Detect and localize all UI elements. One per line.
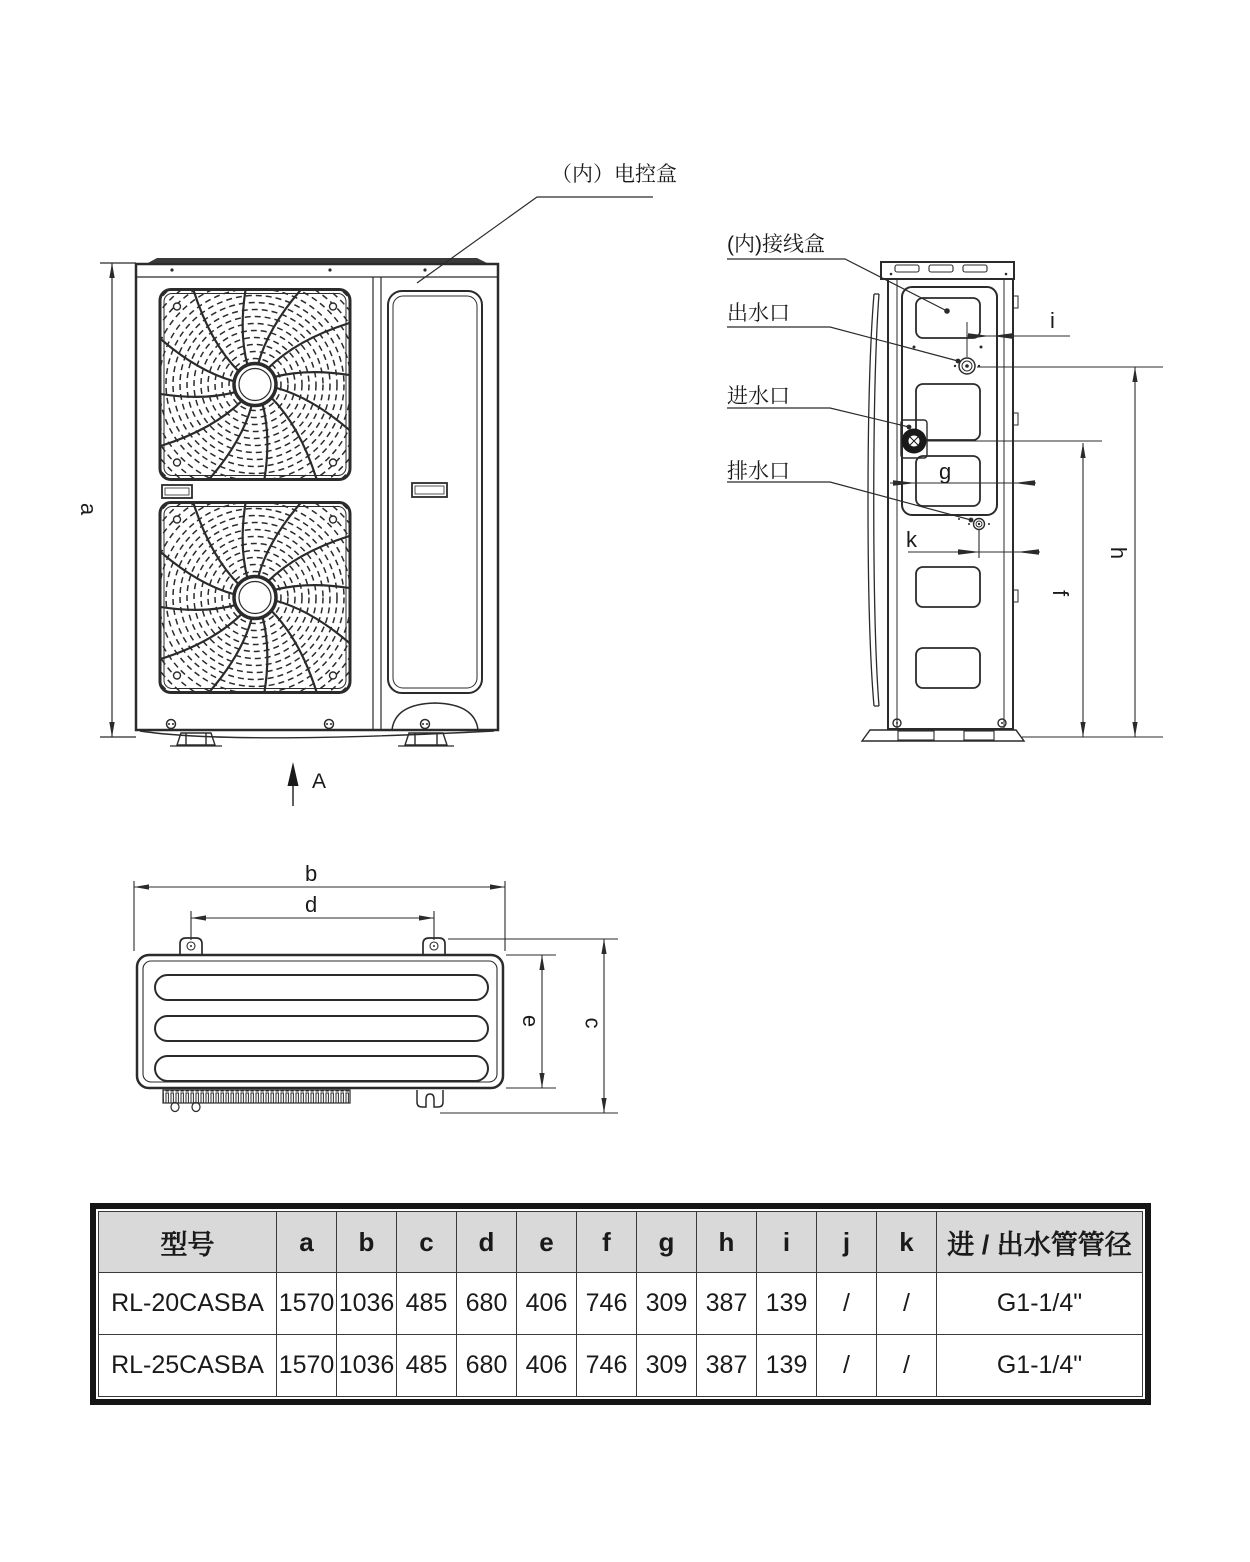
col-header-h: h xyxy=(697,1212,757,1273)
front-panel-divider xyxy=(373,277,381,730)
dim-label-i: i xyxy=(1050,308,1055,333)
callout-control-box: （内）电控盒 xyxy=(551,163,677,186)
view-label-a: A xyxy=(312,770,327,793)
dim-label-k: k xyxy=(906,527,917,552)
col-header-i: i xyxy=(757,1212,817,1273)
spec-table xyxy=(90,1203,1151,1405)
callout-water-outlet: 出水口 xyxy=(727,302,790,325)
table-row: RL-20CASBA 1570 1036 485 680 406 746 309 387 139 / / G1-1/4" xyxy=(99,1273,1143,1335)
side-base xyxy=(862,730,1024,741)
col-header-g: g xyxy=(637,1212,697,1273)
callout-junction-box: (内)接线盒 xyxy=(727,233,825,256)
model-cell: RL-20CASBA xyxy=(99,1273,277,1335)
front-panel-arch xyxy=(392,703,478,730)
col-header-d: d xyxy=(457,1212,517,1273)
side-lower-window-2 xyxy=(916,648,980,688)
dim-label-e: e xyxy=(518,1014,544,1028)
front-left-handle xyxy=(162,485,192,498)
callout-drain-outlet: 排水口 xyxy=(727,460,790,483)
topview-dimensions xyxy=(134,881,618,1113)
dim-label-c: c xyxy=(580,1017,606,1029)
front-right-handle xyxy=(412,483,447,497)
model-cell: RL-25CASBA xyxy=(99,1335,277,1397)
col-header-model: 型号 xyxy=(99,1212,277,1273)
topview-bracket-bottom xyxy=(417,1090,443,1107)
side-dimensions xyxy=(890,333,1163,737)
drain-port xyxy=(958,518,990,530)
col-header-pipe: 进 / 出水管管径 xyxy=(937,1212,1143,1273)
col-header-j: j xyxy=(817,1212,877,1273)
front-base-pan xyxy=(140,731,494,738)
table-header-row xyxy=(99,1212,1143,1273)
dim-label-f: f xyxy=(1048,589,1074,597)
dim-label-d: d xyxy=(305,892,318,917)
top-view xyxy=(137,938,503,1112)
col-header-k: k xyxy=(877,1212,937,1273)
mounting-bracket-right xyxy=(423,938,445,955)
col-header-c: c xyxy=(397,1212,457,1273)
front-view xyxy=(127,257,498,747)
junction-box-window xyxy=(916,298,980,338)
dim-label-h: h xyxy=(1106,546,1132,560)
table-row: RL-25CASBA 1570 1036 485 680 406 746 309 387 139 / / G1-1/4" xyxy=(99,1335,1143,1397)
topview-slots xyxy=(155,975,488,1081)
view-arrow-a xyxy=(288,762,299,806)
topview-comb xyxy=(163,1090,350,1103)
col-header-b: b xyxy=(337,1212,397,1273)
dim-label-a: a xyxy=(76,502,102,516)
fan-grille-bottom xyxy=(127,470,383,726)
dim-label-b: b xyxy=(305,861,318,886)
col-header-f: f xyxy=(577,1212,637,1273)
dim-label-g: g xyxy=(939,459,952,484)
front-right-panel xyxy=(388,291,482,693)
side-lower-window-1 xyxy=(916,567,980,607)
side-body xyxy=(888,279,1013,729)
leader-control-box xyxy=(417,197,653,283)
side-middle-window xyxy=(916,384,980,440)
mounting-bracket-left xyxy=(180,938,202,955)
side-view xyxy=(862,262,1024,741)
col-header-a: a xyxy=(277,1212,337,1273)
fan-grille-top xyxy=(127,257,383,513)
col-header-e: e xyxy=(517,1212,577,1273)
side-coil-guard xyxy=(868,294,879,706)
dim-a xyxy=(100,263,136,737)
callout-water-inlet: 进水口 xyxy=(727,385,790,408)
